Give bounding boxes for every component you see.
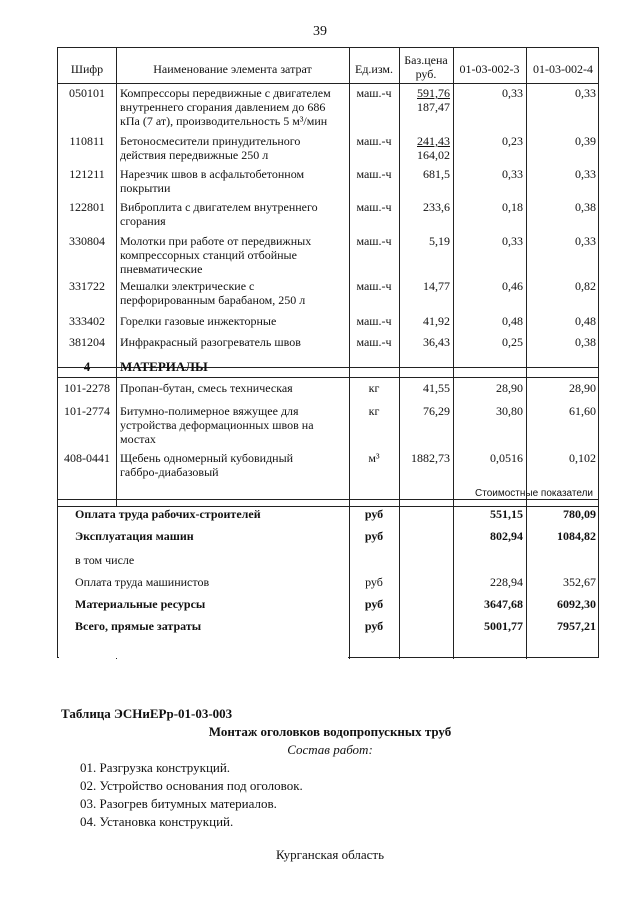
resource-code: 121211 (69, 167, 105, 181)
header-code: Шифр (70, 62, 104, 76)
next-table-title: Таблица ЭСНиЕРр-01-03-003 (61, 706, 233, 721)
resource-name-line: покрытии (120, 181, 171, 195)
resource-name-line: Нарезчик швов в асфальтобетонном (120, 167, 305, 181)
norm-col-a: 28,90 (496, 381, 523, 395)
resource-name-line: Пропан-бутан, смесь техническая (120, 381, 293, 395)
resource-name-line: мостах (120, 432, 156, 446)
base-price: 241,43 (417, 134, 450, 148)
resource-name-line: Битумно-полимерное вяжущее для (120, 404, 299, 418)
summary-col-a: 228,94 (490, 575, 523, 589)
resource-name-line: габбро-диабазовый (120, 465, 219, 479)
summary-label: Всего, прямые затраты (75, 619, 202, 633)
work-composition-heading: Состав работ: (287, 742, 373, 757)
page-number: 39 (313, 24, 327, 39)
summary-label: Материальные ресурсы (75, 597, 206, 611)
norm-col-b: 0,82 (575, 279, 596, 293)
header-col-b: 01-03-002-4 (533, 62, 593, 76)
norm-col-a: 0,25 (502, 335, 523, 349)
resource-unit: маш.-ч (356, 279, 392, 293)
next-table-heading: Монтаж оголовков водопропускных труб (208, 724, 452, 739)
summary-label: Эксплуатация машин (75, 529, 194, 543)
resource-code: 101-2774 (64, 404, 110, 418)
resource-name-line: сгорания (120, 214, 166, 228)
base-price: 14,77 (423, 279, 450, 293)
base-price: 41,92 (423, 314, 450, 328)
norm-col-b: 0,102 (569, 451, 596, 465)
summary-unit: руб (364, 619, 384, 633)
base-price: 1882,73 (411, 451, 450, 465)
summary-col-b: 780,09 (563, 507, 596, 521)
summary-col-a: 802,94 (490, 529, 523, 543)
resource-name-line: Виброплита с двигателем внутреннего (120, 200, 318, 214)
resource-code: 101-2278 (64, 381, 110, 395)
resource-name-line: Мешалки электрические с (120, 279, 255, 293)
norm-col-b: 61,60 (569, 404, 596, 418)
norm-col-a: 0,33 (502, 234, 523, 248)
work-step: 02. Устройство основания под оголовок. (80, 778, 303, 793)
summary-label: Оплата труда машинистов (75, 575, 210, 589)
base-price: 5,19 (429, 234, 450, 248)
resource-name-line: действия передвижные 250 л (120, 148, 269, 162)
base-price: 591,76 (417, 86, 450, 100)
norm-col-b: 0,39 (575, 134, 596, 148)
resource-name-line: Горелки газовые инжекторные (120, 314, 277, 328)
summary-col-a: 551,15 (490, 507, 523, 521)
resource-unit: м³ (368, 451, 380, 465)
resource-name-line: компрессорных станций отбойные (120, 248, 297, 262)
resource-code: 110811 (69, 134, 105, 148)
base-price-secondary: 164,02 (417, 148, 450, 162)
base-price: 681,5 (423, 167, 450, 181)
resource-unit: маш.-ч (356, 200, 392, 214)
resource-code: 050101 (69, 86, 105, 100)
section-code: 4 (83, 359, 91, 374)
norm-col-b: 0,38 (575, 335, 596, 349)
summary-col-b: 352,67 (563, 575, 596, 589)
norm-col-b: 0,33 (575, 234, 596, 248)
base-price: 233,6 (423, 200, 450, 214)
summary-col-a: 5001,77 (484, 619, 523, 633)
resource-unit: маш.-ч (356, 314, 392, 328)
summary-col-a: 3647,68 (484, 597, 523, 611)
resource-unit: кг (368, 381, 380, 395)
header-unit: Ед.изм. (354, 62, 394, 76)
resource-code: 333402 (69, 314, 105, 328)
resource-unit: маш.-ч (356, 167, 392, 181)
norm-col-a: 30,80 (496, 404, 523, 418)
norm-col-a: 0,0516 (490, 451, 523, 465)
resource-code: 408-0441 (64, 451, 110, 465)
norm-col-b: 28,90 (569, 381, 596, 395)
resource-name-line: перфорированным барабаном, 250 л (120, 293, 306, 307)
base-price: 36,43 (423, 335, 450, 349)
norm-col-b: 0,48 (575, 314, 596, 328)
norm-col-a: 0,33 (502, 86, 523, 100)
summary-col-b: 7957,21 (557, 619, 596, 633)
header-base-price-l2: руб. (415, 67, 437, 81)
work-step: 01. Разгрузка конструкций. (80, 760, 231, 775)
base-price: 76,29 (423, 404, 450, 418)
summary-col-b: 1084,82 (557, 529, 596, 543)
region-footer: Курганская область (275, 847, 385, 862)
resource-cost-table (57, 47, 599, 658)
row-divider (58, 83, 598, 84)
summary-unit: руб (365, 575, 383, 589)
resource-code: 381204 (69, 335, 105, 349)
summary-label: в том числе (75, 553, 135, 567)
resource-unit: кг (368, 404, 380, 418)
base-price-secondary: 187,47 (417, 100, 450, 114)
resource-code: 331722 (69, 279, 105, 293)
norm-col-a: 0,48 (502, 314, 523, 328)
resource-name-line: Молотки при работе от передвижных (120, 234, 312, 248)
work-step: 04. Установка конструкций. (80, 814, 234, 829)
section-title: МАТЕРИАЛЫ (120, 359, 208, 374)
norm-col-a: 0,18 (502, 200, 523, 214)
resource-name-line: Щебень одномерный кубовидный (120, 451, 294, 465)
summary-unit: руб (364, 529, 384, 543)
resource-code: 330804 (69, 234, 105, 248)
resource-unit: маш.-ч (356, 134, 392, 148)
norm-col-a: 0,23 (502, 134, 523, 148)
base-price: 41,55 (423, 381, 450, 395)
cost-indicators-label: Стоимостные показатели (475, 488, 593, 499)
header-col-a: 01-03-002-3 (459, 62, 520, 76)
summary-unit: руб (364, 507, 384, 521)
norm-col-b: 0,38 (575, 200, 596, 214)
section-divider (58, 377, 598, 378)
summary-label: Оплата труда рабочих-строителей (75, 507, 261, 521)
header-name: Наименование элемента затрат (153, 62, 312, 76)
summary-unit: руб (364, 597, 384, 611)
resource-unit: маш.-ч (356, 86, 392, 100)
norm-col-a: 0,33 (502, 167, 523, 181)
resource-name-line: Инфракрасный разогреватель швов (120, 335, 301, 349)
resource-code: 122801 (69, 200, 105, 214)
norm-col-b: 0,33 (575, 86, 596, 100)
norm-col-a: 0,46 (502, 279, 523, 293)
norm-col-b: 0,33 (575, 167, 596, 181)
resource-name-line: Бетоносмесители принудительного (120, 134, 301, 148)
resource-name-line: пневматические (120, 262, 203, 276)
resource-name-line: внутреннего сгорания давлением до 686 (120, 100, 326, 114)
resource-name-line: кПа (7 ат), производительность 5 м³/мин (120, 114, 328, 128)
header-base-price-l1: Баз.цена (404, 53, 448, 67)
resource-name-line: Компрессоры передвижные с двигателем (120, 86, 331, 100)
work-step: 03. Разогрев битумных материалов. (80, 796, 277, 811)
resource-unit: маш.-ч (356, 335, 392, 349)
resource-name-line: устройства деформационных швов на (120, 418, 314, 432)
summary-col-b: 6092,30 (557, 597, 596, 611)
resource-unit: маш.-ч (356, 234, 392, 248)
